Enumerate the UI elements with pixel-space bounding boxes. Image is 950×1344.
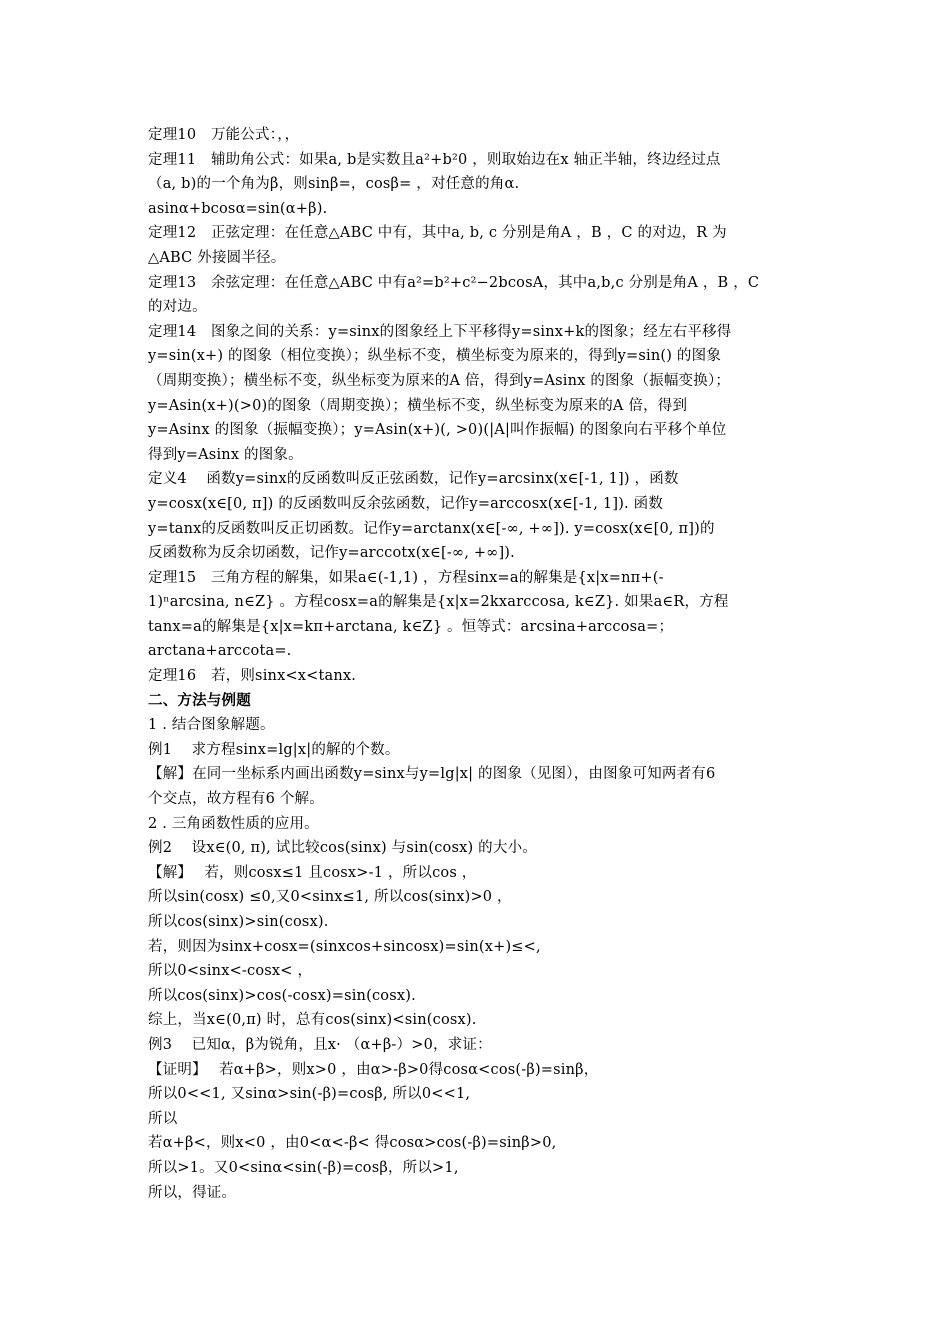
document-body [148,123,808,1205]
text-line: 所以cos(sinx)>sin(cosx). [148,914,329,930]
text-line: 【解】在同一坐标系内画出函数y=sinx与y=lg|x| 的图象（见图），由图象可知两者有6 [148,766,716,783]
text-line: y=Asin(x+)(>0)的图象（周期变换）；横坐标不变，纵坐标变为原来的A 倍，得到 [148,397,688,414]
text-line: 定理14 图象之间的关系：y=sinx的图象经上下平移得y=sinx+k的图象；经左右平移得 [148,323,732,340]
text-line: 定义4 函数y=sinx的反函数叫反正弦函数，记作y=arcsinx(x∈[-1, 1]) ，函数 [148,471,679,488]
text-line: y=Asinx 的图象（振幅变换）；y=Asin(x+)(, >0)(|A|叫作振幅) 的图象向右平移个单位 [148,422,727,439]
text-line: 例2 设x∈(0, π), 试比较cos(sinx) 与sin(cosx) 的大小。 [148,840,537,857]
text-line: 2 . 三角函数性质的应用。 [148,815,319,832]
text-line: 所以，得证。 [148,1184,237,1201]
text-line: 定理15 三角方程的解集，如果a∈(-1,1) ，方程sinx=a的解集是{x|x=nπ+(- [148,569,664,586]
text-line: 综上，当x∈(0,π) 时，总有cos(sinx)<sin(cosx). [148,1012,477,1029]
text-line: 例3 已知α，β为锐角，且x· （α+β-）>0，求证： [148,1036,492,1053]
text-line: 得到y=Asinx 的图象。 [148,446,303,463]
text-line: 定理11 辅助角公式：如果a, b是实数且a²+b²0 ，则取始边在x 轴正半轴，终边经过点 [148,151,721,168]
text-line: （a, b)的一个角为β，则sinβ=，cosβ= ，对任意的角α. [148,176,520,193]
text-line: 定理10 万能公式：，， [148,127,300,143]
text-line: 若，则因为sinx+cosx=(sinxcos+sincosx)=sin(x+)≤<, [148,938,541,955]
text-line: y=sin(x+) 的图象（相位变换）；纵坐标不变，横坐标变为原来的，得到y=sin() 的图象 [148,348,722,365]
text-line: 定理16 若，则sinx<x<tanx. [148,668,357,685]
text-line: 若α+β<，则x<0 ，由0<α<-β< 得cosα>cos(-β)=sinβ>0, [148,1135,557,1152]
text-line: 反函数称为反余切函数，记作y=arccotx(x∈[-∞, +∞]). [148,545,515,562]
text-line: tanx=a的解集是{x|x=kπ+arctana, k∈Z} 。恒等式：arcsina+arccosa=； [148,618,674,635]
text-line: 个交点，故方程有6 个解。 [148,791,324,808]
text-line: arctana+arccota=. [148,643,292,660]
text-line: y=tanx的反函数叫反正切函数。记作y=arctanx(x∈[-∞, +∞]). y=cosx(x∈[0, π])的 [148,520,715,537]
text-line: 所以 [148,1110,178,1127]
text-line: 1)ⁿarcsina, n∈Z} 。方程cosx=a的解集是{x|x=2kxarccosa, k∈Z}. 如果a∈R，方程 [148,594,729,611]
text-line: 所以cos(sinx)>cos(-cosx)=sin(cosx). [148,987,416,1004]
text-line: 【解】 若，则cosx≤1 且cosx>-1 ，所以cos ， [148,864,477,881]
text-line: 定理13 余弦定理：在任意△ABC 中有a²=b²+c²−2bcosA，其中a,b,c 分别是角A ，B ，C [148,274,760,291]
text-line: asinα+bcosα=sin(α+β). [148,200,328,217]
text-line: 定理12 正弦定理：在任意△ABC 中有，其中a, b, c 分别是角A ，B ，C 的对边，R 为 [148,225,727,242]
text-line: 所以>1。又0<sinα<sin(-β)=cosβ，所以>1, [148,1159,459,1176]
text-line: 【证明】 若α+β>，则x>0 ，由α>-β>0得cosα<cos(-β)=sinβ， [148,1061,599,1078]
text-line: 所以sin(cosx) ≤0,又0<sinx≤1, 所以cos(sinx)>0 ， [148,889,512,906]
text-line: 所以0<sinx<-cosx< ， [148,963,313,980]
text-line: y=cosx(x∈[0, π]) 的反函数叫反余弦函数，记作y=arccosx(x∈[-1, 1]). 函数 [148,495,664,512]
text-line: 所以0<<1, 又sinα>sin(-β)=cosβ, 所以0<<1, [148,1086,471,1103]
text-line: 的对边。 [148,299,207,316]
text-line: 例1 求方程sinx=lg|x|的解的个数。 [148,741,400,758]
text-line: △ABC 外接圆半径。 [148,249,286,266]
text-line: 1 . 结合图象解题。 [148,717,275,734]
section-heading: 二、方法与例题 [148,691,251,709]
text-line: （周期变换）；横坐标不变，纵坐标变为原来的A 倍，得到y=Asinx 的图象（振幅变换）； [148,372,731,389]
